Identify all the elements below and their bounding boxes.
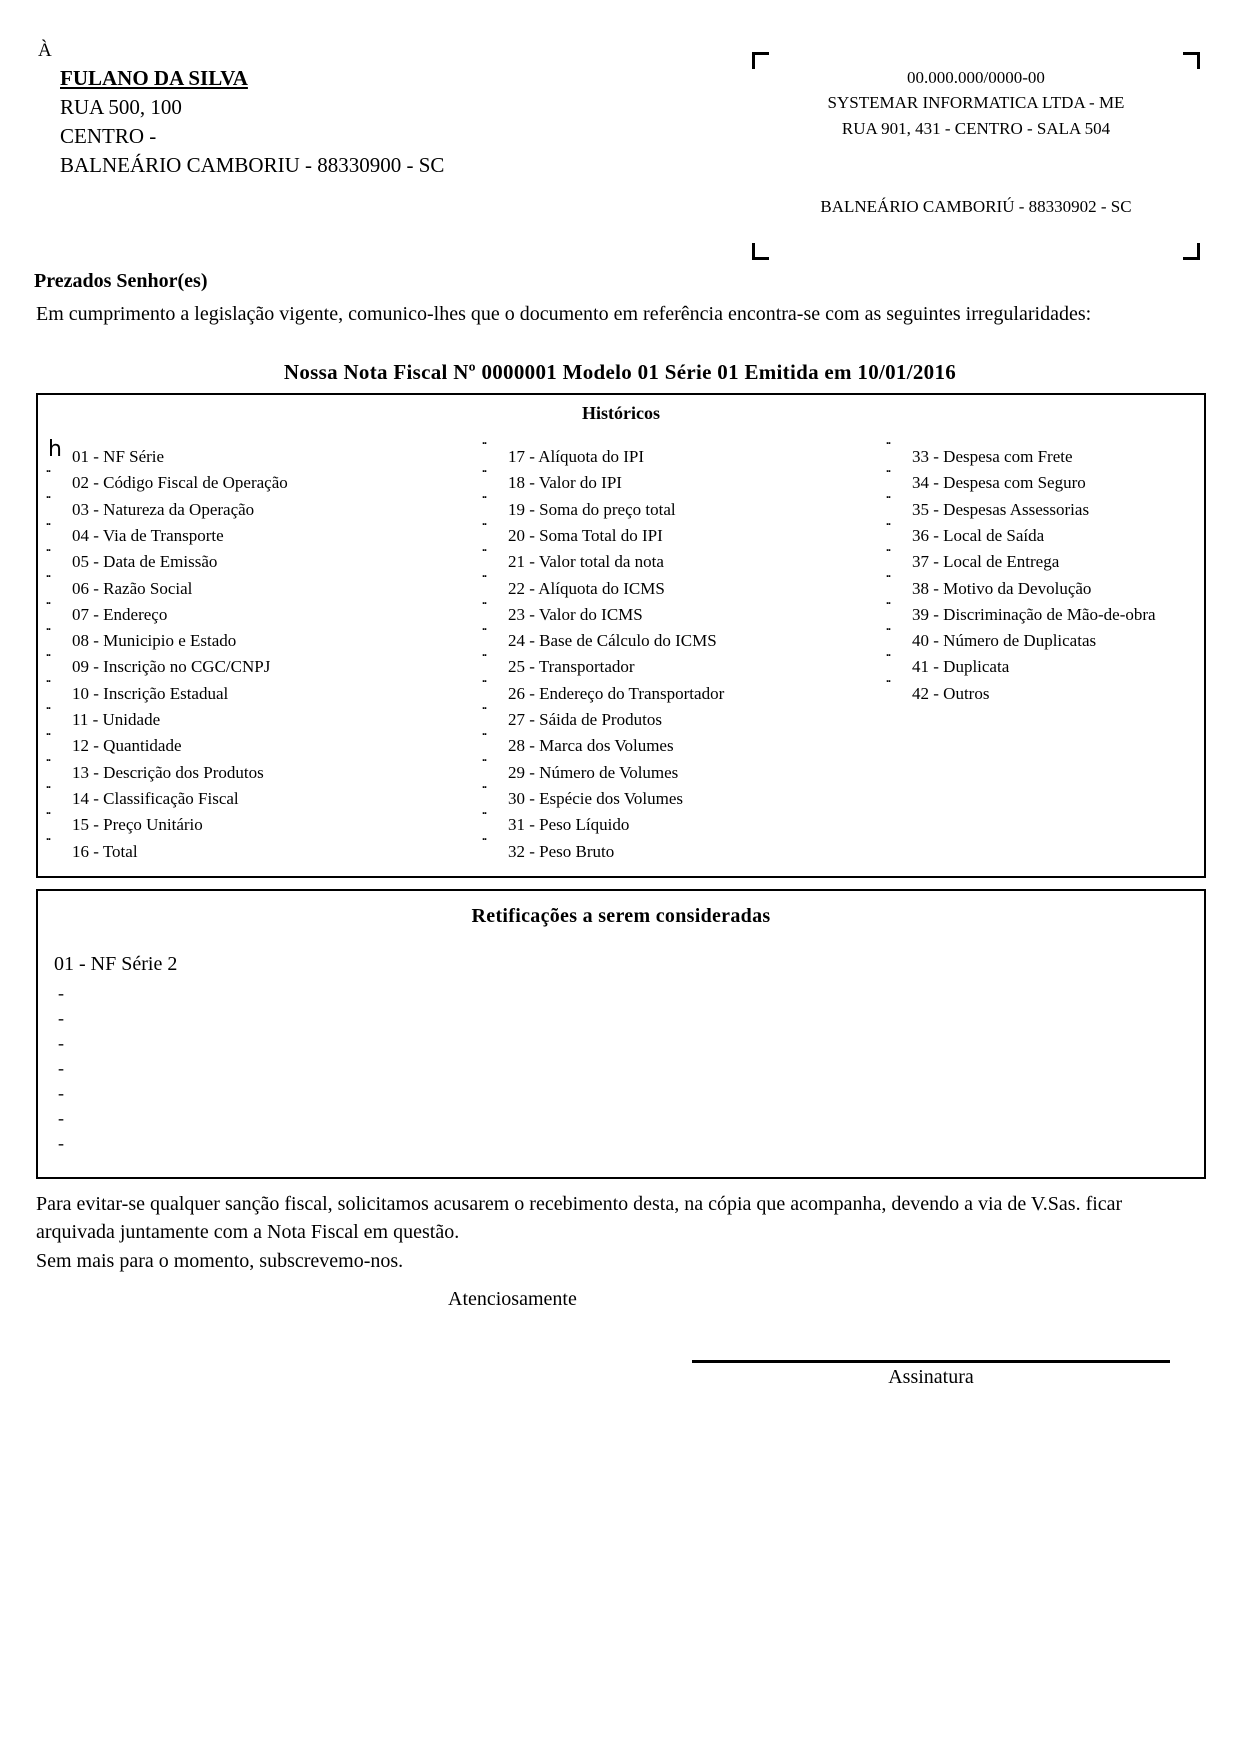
historico-item: 36 - Local de Saída — [912, 525, 1045, 545]
row-separator-mark: .. — [482, 645, 486, 660]
historico-item: 31 - Peso Líquido — [508, 815, 630, 835]
row-separator-mark: .. — [46, 776, 50, 791]
row-separator-mark: .. — [46, 487, 50, 502]
historico-item: 21 - Valor total da nota — [508, 552, 664, 572]
historico-item: 09 - Inscrição no CGC/CNPJ — [72, 657, 271, 677]
historico-item: 06 - Razão Social — [72, 578, 193, 598]
historico-item: 38 - Motivo da Devolução — [912, 578, 1092, 598]
blank-line-dash: - — [58, 1133, 64, 1153]
row-separator-mark: .. — [482, 592, 486, 607]
historico-item: 24 - Base de Cálculo do ICMS — [508, 631, 717, 651]
retificacoes-box — [36, 889, 1206, 1179]
historico-item: 17 - Alíquota do IPI — [508, 447, 644, 466]
sender-street: RUA 901, 431 - CENTRO - SALA 504 — [841, 119, 1111, 138]
historico-item: 42 - Outros — [912, 683, 990, 703]
historicos-box — [36, 393, 1206, 878]
recipient-prefix: À — [38, 40, 52, 61]
signature-label: Assinatura — [888, 1366, 974, 1388]
historico-item: 08 - Municipio e Estado — [72, 631, 237, 651]
historico-item: 04 - Via de Transporte — [72, 525, 224, 545]
historico-item: 11 - Unidade — [72, 710, 161, 729]
row-separator-mark: .. — [482, 566, 486, 581]
row-separator-mark: .. — [482, 433, 486, 447]
historico-item: 33 - Despesa com Frete — [912, 447, 1073, 466]
row-separator-mark: .. — [886, 645, 890, 660]
historico-item: 12 - Quantidade — [72, 736, 182, 756]
row-separator-mark: .. — [482, 829, 486, 844]
row-separator-mark: .. — [482, 750, 486, 765]
historico-item: 07 - Endereço — [72, 604, 168, 624]
sender-company: SYSTEMAR INFORMATICA LTDA - ME — [827, 93, 1125, 112]
corner-mark — [1183, 243, 1200, 260]
closing-line: Sem mais para o momento, subscrevemo-nos. — [36, 1250, 404, 1272]
historico-item: 39 - Discriminação de Mão-de-obra — [912, 604, 1156, 624]
retificacoes-title: Retificações a serem consideradas — [471, 905, 771, 927]
historico-item: 34 - Despesa com Seguro — [912, 473, 1086, 493]
row-separator-mark: .. — [46, 697, 50, 712]
sender-address-box — [752, 52, 1200, 260]
row-separator-mark: .. — [886, 618, 890, 633]
sender-cnpj: 00.000.000/0000-00 — [907, 68, 1045, 87]
historico-item: 13 - Descrição dos Produtos — [72, 762, 264, 782]
corner-mark — [752, 243, 769, 260]
row-separator-mark: .. — [886, 539, 890, 554]
historico-item: 23 - Valor do ICMS — [508, 604, 643, 624]
corner-mark — [752, 52, 769, 69]
historico-item: 16 - Total — [72, 841, 138, 861]
recipient-address — [60, 64, 444, 180]
row-separator-mark: .. — [482, 618, 486, 633]
historico-item: 10 - Inscrição Estadual — [72, 683, 229, 703]
signature-line — [692, 1360, 1170, 1363]
row-separator-mark: .. — [886, 592, 890, 607]
corner-mark — [1183, 52, 1200, 69]
recipient-city: BALNEÁRIO CAMBORIU - 88330900 - SC — [60, 153, 445, 177]
row-separator-mark: .. — [46, 724, 50, 738]
historico-item: 35 - Despesas Assessorias — [912, 499, 1090, 519]
blank-line-dash: - — [58, 1008, 64, 1028]
row-separator-mark: .. — [886, 566, 890, 581]
row-separator-mark: .. — [46, 802, 50, 817]
historico-item: 27 - Sáida de Produtos — [508, 710, 662, 729]
recipient-name: FULANO DA SILVA — [60, 66, 248, 90]
historico-item: 02 - Código Fiscal de Operação — [72, 473, 288, 493]
row-separator-mark: .. — [46, 461, 50, 475]
row-separator-mark: .. — [46, 645, 50, 660]
historico-item: 15 - Preço Unitário — [72, 815, 203, 835]
historico-item: 05 - Data de Emissão — [72, 552, 218, 572]
row-separator-mark: .. — [482, 776, 486, 791]
row-separator-mark: .. — [46, 566, 50, 581]
row-separator-mark: .. — [46, 750, 50, 765]
historico-item: 41 - Duplicata — [912, 657, 1010, 677]
blank-line-dash: - — [58, 983, 64, 1003]
historico-item: 28 - Marca dos Volumes — [508, 736, 674, 756]
historico-item: 40 - Número de Duplicatas — [912, 631, 1097, 651]
historico-item: 20 - Soma Total do IPI — [508, 525, 663, 545]
row-separator-mark: .. — [482, 697, 486, 712]
row-separator-mark: .. — [886, 461, 890, 475]
historico-item: 22 - Alíquota do ICMS — [508, 578, 665, 598]
historico-item: 29 - Número de Volumes — [508, 762, 679, 782]
blank-line-dash: - — [58, 1108, 64, 1128]
greeting: Prezados Senhor(es) — [34, 270, 208, 292]
recipient-district: CENTRO - — [60, 124, 157, 148]
row-separator-mark: .. — [46, 671, 50, 686]
blank-line-dash: - — [58, 1058, 64, 1078]
historico-item: 18 - Valor do IPI — [508, 473, 622, 493]
historico-item: 03 - Natureza da Operação — [72, 499, 255, 519]
row-separator-mark: .. — [46, 513, 50, 528]
regards: Atenciosamente — [448, 1288, 577, 1310]
historico-item: 26 - Endereço do Transportador — [508, 683, 725, 703]
row-separator-mark: .. — [482, 513, 486, 528]
historico-item: 14 - Classificação Fiscal — [72, 788, 239, 808]
historico-item: 37 - Local de Entrega — [912, 552, 1060, 572]
row-separator-mark: .. — [482, 487, 486, 502]
row-separator-mark: .. — [482, 539, 486, 554]
row-separator-mark: .. — [886, 671, 890, 686]
historicos-title: Históricos — [582, 403, 660, 423]
historico-item: 30 - Espécie dos Volumes — [508, 788, 684, 808]
blank-line-dash: - — [58, 1033, 64, 1053]
recipient-street: RUA 500, 100 — [60, 95, 182, 119]
row-separator-mark: .. — [46, 539, 50, 554]
intro-paragraph: Em cumprimento a legislação vigente, comunico-lhes que o documento em referência encontra-se com as seguintes irregularidades: — [36, 303, 1092, 325]
row-separator-mark: .. — [482, 724, 486, 738]
row-separator-mark: .. — [886, 513, 890, 528]
row-separator-mark: .. — [46, 829, 50, 844]
blank-line-dash: - — [58, 1083, 64, 1103]
historico-item: 01 - NF Série — [72, 447, 165, 466]
historico-item: 32 - Peso Bruto — [508, 841, 615, 861]
invoice-reference: Nossa Nota Fiscal Nº 0000001 Modelo 01 Série 01 Emitida em 10/01/2016 — [283, 360, 957, 384]
row-separator-mark: .. — [886, 487, 890, 502]
row-separator-mark: .. — [46, 618, 50, 633]
retificacao-item: 01 - NF Série 2 — [54, 953, 178, 975]
row-separator-mark: .. — [482, 802, 486, 817]
row-separator-mark: .. — [46, 592, 50, 607]
checkbox-mark-icon: h — [48, 437, 62, 462]
row-separator-mark: .. — [482, 461, 486, 475]
historico-item: 25 - Transportador — [508, 657, 635, 677]
closing-paragraph: Para evitar-se qualquer sanção fiscal, solicitamos acusarem o recebimento desta, na cópia que acompanha, devendo a via de V.Sas. ficar arquivada juntamente com a Nota Fiscal em questão. — [36, 1193, 1123, 1243]
row-separator-mark: .. — [482, 671, 486, 686]
sender-city: BALNEÁRIO CAMBORIÚ - 88330902 - SC — [820, 197, 1132, 216]
row-separator-mark: .. — [886, 433, 890, 447]
historico-item: 19 - Soma do preço total — [508, 499, 676, 519]
